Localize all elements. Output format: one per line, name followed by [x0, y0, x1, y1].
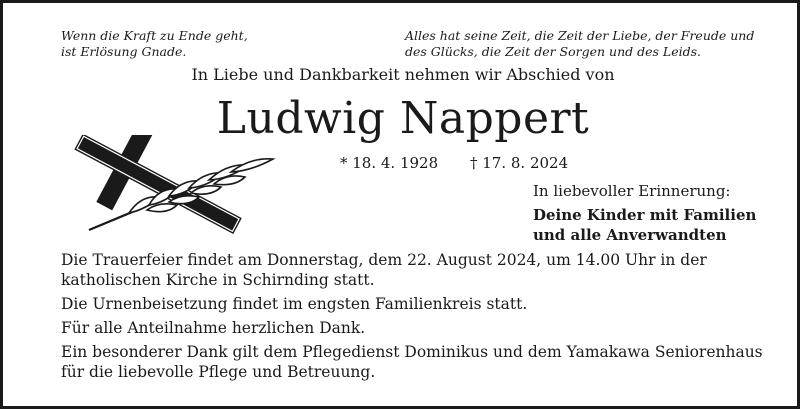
mourners-line: Deine Kinder mit Familien	[533, 206, 757, 224]
cross-with-palm-branch-icon	[59, 135, 279, 235]
quote-right-line: des Glücks, die Zeit der Sorgen und des Leids.	[405, 44, 701, 59]
funeral-info: Die Trauerfeier findet am Donnerstag, dem 22. August 2024, um 14.00 Uhr in der katholischen Kirche in Schirnding statt.	[61, 251, 707, 289]
remembrance-block	[533, 181, 773, 245]
deceased-name: Ludwig Nappert	[216, 93, 590, 144]
death-date: † 17. 8. 2024	[470, 154, 569, 172]
special-thanks: Ein besonderer Dank gilt dem Pflegedienst Dominikus und dem Yamakawa Seniorenhaus für die liebevolle Pflege und Betreuung.	[61, 343, 763, 381]
birth-date: * 18. 4. 1928	[340, 154, 439, 172]
notice-body	[61, 250, 781, 386]
quote-right	[405, 28, 765, 60]
thanks-line: Für alle Anteilnahme herzlichen Dank.	[61, 319, 366, 337]
intro-line: In Liebe und Dankbarkeit nehmen wir Abschied von	[191, 65, 615, 84]
remembrance-label: In liebevoller Erinnerung:	[533, 182, 731, 200]
quote-left-line: Wenn die Kraft zu Ende geht,	[61, 28, 248, 43]
urn-burial-info: Die Urnenbeisetzung findet im engsten Familienkreis statt.	[61, 295, 528, 313]
quote-right-line: Alles hat seine Zeit, die Zeit der Liebe, der Freude und	[405, 28, 755, 43]
quote-left	[61, 28, 321, 60]
mourners-line: und alle Anverwandten	[533, 226, 727, 244]
quote-left-line: ist Erlösung Gnade.	[61, 44, 187, 59]
